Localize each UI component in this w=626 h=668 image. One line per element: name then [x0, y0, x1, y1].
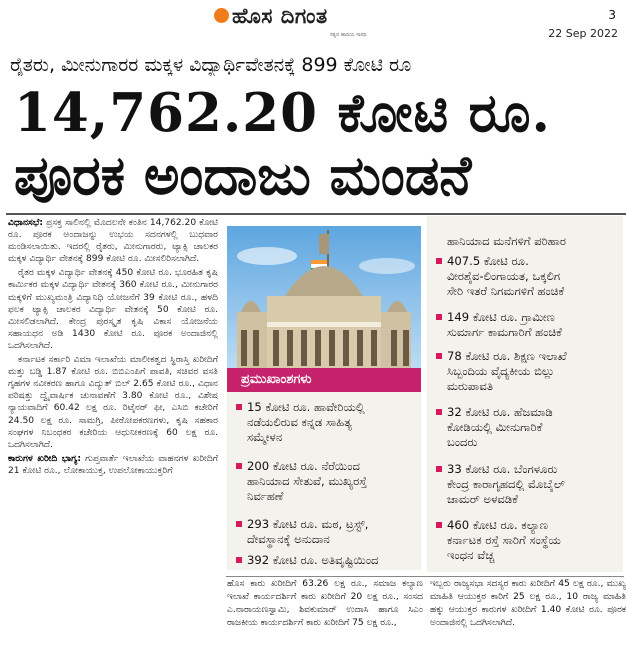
- highlight-item-1: 15 ಕೋಟಿ ರೂ. ಹಾವೇರಿಯಲ್ಲಿ ನಡೆಯಲಿರುವ ಕನ್ನಡ ಸಾಹಿತ್ಯ ಸಮ್ಮೇಳನ: [236, 400, 365, 445]
- bullet-icon: [436, 409, 442, 415]
- right-item-1: 407.5 ಕೋಟಿ ರೂ. ವೀರಶೈವ-ಲಿಂಗಾಯತ, ಒಕ್ಕಲಿಗ ಸೇರಿ ಇತರೆ ನಿಗಮಗಳಿಗೆ ಹಂಚಿಕೆ: [436, 254, 564, 299]
- bullet-icon: [436, 314, 442, 320]
- article-column-3-bottom: ಇಬ್ಬರು ರಾಜ್ಯಸಭಾ ಸದಸ್ಯರ ಕಾರು ಖರೀದಿಗೆ 45 ಲಕ್ಷ ರೂ., ಮುಖ್ಯ ಮಾಹಿತಿ ಆಯುಕ್ತರ ಕಾರಿಗೆ 25 ಲಕ್ಷ ರೂ., 10 ರಾಜ್ಯ ಮಾಹಿತಿ ಹಕ್ಕು ಆಯುಕ್ತರ ಕಾರುಗಳ ಖರೀದಿಗೆ 1.40 ಕೋಟಿ ರೂ. ಪೂರಕ ಅಂದಾಜಿನಲ್ಲಿ ಒದಗಿಸಲಾಗಿದೆ.: [430, 579, 626, 628]
- highlight-item-2: 200 ಕೋಟಿ ರೂ. ನೆರೆಯಿಂದ ಹಾನಿಯಾದ ಸೇತುವೆ, ಮುಖ್ಯರಸ್ತೆ ನಿರ್ವಹಣೆ: [236, 459, 367, 504]
- bullet-icon: [436, 258, 442, 264]
- right-item-3: 78 ಕೋಟಿ ರೂ. ಶಿಕ್ಷಣ ಇಲಾಖೆ ಸಿಬ್ಬಂದಿಯ ವೈದ್ಯಕೀಯ ಬಿಲ್ಲು ಮರುಪಾವತಿ: [436, 349, 567, 394]
- bottom-divider: [226, 576, 624, 577]
- headline-line-1: 14,762.20 ಕೋಟಿ ರೂ.: [14, 82, 551, 144]
- paragraph-3: ಕರ್ನಾಟಕ ಸರ್ಕಾರಿ ವಿಮಾ ಇಲಾಖೆಯ ಮಾಲೀಕತ್ವದ ಸ್ಥಿರಾಸ್ತಿ ಖರೀದಿಗೆ ಮತ್ತು ಬಡ್ಡಿ 1.87 ಕೋಟಿ ರೂ. ಬಿಬಿಎಂಪಿಗೆ ಪಾವತಿ, ಸಚಿವರ ವಸತಿ ಗೃಹಗಳ ನವೀಕರಣ ಹಾಗೂ ವಿದ್ಯುತ್ ಬಿಲ್ 2.65 ಕೋಟಿ ರೂ., ವಿಧಾನ ಪರಿಷತ್ತು ದ್ವೈವಾರ್ಷಿಕ ಚುನಾವಣೆಗೆ 3.80 ಕೋಟಿ ರೂ., ವಿಶೇಷ ನ್ಯಾಯವಾದಿಗೆ 60.42 ಲಕ್ಷ ರೂ. ರಿಟೈನರ್ ಫೀ, ಎಸಿಬಿ ಕಚೇರಿಗೆ 24.50 ಲಕ್ಷ ರೂ. ಸಾಮಗ್ರಿ, ಪೀಠೋಪಕರಣಗಳು, ಕೃಷಿ ಸಹಕಾರ ಸಂಘಗಳ ನಿಬಂಧಕರ ಕಚೇರಿಯ ಆಧುನೀಕರಣಕ್ಕೆ 60 ಲಕ್ಷ ರೂ. ಒದಗಿಸಲಾಗಿದೆ.: [8, 355, 218, 450]
- bullet-icon: [236, 521, 242, 527]
- bullet-icon: [436, 353, 442, 359]
- paragraph-4: ಕಾರುಗಳ ಖರೀದಿ ಭಾಗ್ಯ: ಗುಪ್ತವಾರ್ತೆ ಇಲಾಖೆಯ ವಾಹನಗಳ ಖರೀದಿಗೆ 21 ಕೋಟಿ ರೂ., ಲೋಕಾಯುಕ್ತ, ಉಪಲೋಕಾಯುಕ್ತರಿಗೆ: [8, 453, 218, 476]
- bullet-icon: [236, 557, 242, 563]
- publication-date: 22 Sep 2022: [548, 27, 618, 40]
- right-item-continued: ಹಾನಿಯಾದ ಮನೆಗಳಿಗೆ ಪರಿಹಾರ: [447, 234, 567, 248]
- headline-line-2: ಪೂರಕ ಅಂದಾಜು ಮಂಡನೆ: [14, 144, 472, 207]
- bullet-icon: [436, 522, 442, 528]
- bullet-icon: [436, 466, 442, 472]
- subheadline: ರೈತರು, ಮೀನುಗಾರರ ಮಕ್ಕಳ ವಿದ್ಯಾರ್ಥಿವೇತನಕ್ಕೆ 899 ಕೋಟಿ ರೂ: [10, 54, 412, 76]
- bullet-icon: [236, 463, 242, 469]
- section-lead: ಕಾರುಗಳ ಖರೀದಿ ಭಾಗ್ಯ:: [8, 453, 81, 464]
- paragraph-1: ವಿಧಾನಸಭೆ: ಪ್ರಸಕ್ತ ಸಾಲಿನಲ್ಲಿ ಮೊದಲನೇ ಕಂತಿನ 14,762.20 ಕೋಟಿ ರೂ. ಪೂರಕ ಅಂದಾಜನ್ನು ಉಭಯ ಸದನಗಳಲ್ಲಿ ಬುಧವಾರ ಮಂಡಿಸಲಾಯಿತು. ಇದರಲ್ಲಿ ರೈತರು, ಮೀನುಗಾರರು, ಟ್ಯಾಕ್ಸಿ ಚಾಲಕರ ಮಕ್ಕಳ ವಿದ್ಯಾರ್ಥಿ ವೇತನಕ್ಕೆ 899 ಕೋಟಿ ರೂ. ಮೀಸಲಿರಿಸಲಾಗಿದೆ.: [8, 218, 218, 265]
- right-item-2: 149 ಕೋಟಿ ರೂ. ಗ್ರಾಮೀಣ ಸುಮಾರ್ಗ ಕಾಮಗಾರಿಗೆ ಹಂಚಿಕೆ: [436, 310, 562, 340]
- right-item-5: 33 ಕೋಟಿ ರೂ. ಬೆಂಗಳೂರು ಕೇಂದ್ರ ಕಾರಾಗೃಹದಲ್ಲಿ ಮೊಬೈಲ್ ಜಾಮರ್ ಅಳವಡಿಕೆ: [436, 462, 565, 507]
- highlight-item-3: 293 ಕೋಟಿ ರೂ. ಮಠ, ಟ್ರಸ್ಟ್, ದೇವಸ್ಥಾನಕ್ಕೆ ಅನುದಾನ: [236, 517, 368, 547]
- highlights-banner: ಪ್ರಮುಖಾಂಶಗಳು: [227, 368, 421, 392]
- highlight-item-4: 392 ಕೋಟಿ ರೂ. ಅತಿವೃಷ್ಟಿಯಿಂದ: [236, 553, 379, 568]
- right-item-4: 32 ಕೋಟಿ ರೂ. ಹೆಜಮಾಡಿ ಕೋಡಿಯಲ್ಲಿ ಮೀನುಗಾರಿಕೆ ಬಂದರು: [436, 405, 553, 450]
- newspaper-logo: ಹೊಸ ದಿಗಂತ: [214, 4, 328, 29]
- vidhana-soudha-photo: [227, 226, 421, 368]
- right-item-6: 460 ಕೋಟಿ ರೂ. ಕಲ್ಯಾಣ ಕರ್ನಾಟಕ ರಸ್ತೆ ಸಾರಿಗೆ ಸಂಸ್ಥೆಯ ಇಂಧನ ವೆಚ್ಚ: [436, 518, 561, 563]
- paragraph-2: ರೈತರ ಮಕ್ಕಳ ವಿದ್ಯಾರ್ಥಿ ವೇತನಕ್ಕೆ 450 ಕೋಟಿ ರೂ. ಭೂರಹಿತ ಕೃಷಿ ಕಾರ್ಮಿಕರ ಮಕ್ಕಳ ವಿದ್ಯಾರ್ಥಿ ವೇತನಕ್ಕೆ 360 ಕೋಟಿ ರೂ., ಮೀನುಗಾರರ ಮಕ್ಕಳಿಗೆ ಮುಖ್ಯಮಂತ್ರಿ ವಿದ್ಯಾನಿಧಿ ಯೋಜನೆಗೆ 39 ಕೋಟಿ ರೂ., ಹಳದಿ ಫಲಕ ಟ್ಯಾಕ್ಸಿ ಚಾಲಕರ ವಿದ್ಯಾರ್ಥಿ ವೇತನಕ್ಕೆ 50 ಕೋಟಿ ರೂ. ಮೀಸಲಿಡಲಾಗಿದೆ. ಕೇಂದ್ರ ಪುರಸ್ಕೃತ ಕೃಷಿ ವಿಕಾಸ ಯೋಜನೆಯ ಸಹಾಯಧನ ಅಡಿ 1430 ಕೋಟಿ ರೂ. ಪೂರಕ ಅಂದಾಜಿನಲ್ಲಿ ಒದಗಿಸಲಾಗಿದೆ.: [8, 268, 218, 351]
- article-column-2-bottom: ಹೊಸ ಕಾರು ಖರೀದಿಗೆ 63.26 ಲಕ್ಷ ರೂ., ಸಮಾಜ ಕಲ್ಯಾಣ ಇಲಾಖೆ ಕಾರ್ಯದರ್ಶಿಗೆ ಕಾರು ಖರೀದಿಗೆ 20 ಲಕ್ಷ ರೂ., ಸಂಸದ ಎ.ನಾರಾಯಣಸ್ವಾಮಿ, ಶಿವಕುಮಾರ್ ಉದಾಸಿ ಹಾಗೂ ಸಿಎಂ ರಾಜಕೀಯ ಕಾರ್ಯದರ್ಶಿಗೆ ಕಾರು ಖರೀದಿಗೆ 75 ಲಕ್ಷ ರೂ.,: [227, 579, 423, 628]
- logo-tagline: ಸತ್ಯದ ಹಾದಿಯ ಸಾರಥಿ: [330, 32, 367, 38]
- sun-logo-icon: [214, 8, 229, 23]
- headline-divider: [6, 213, 626, 215]
- bullet-icon: [236, 404, 242, 410]
- article-column-1: [8, 217, 218, 479]
- dateline: ವಿಧಾನಸಭೆ:: [8, 218, 44, 228]
- page-number: 3: [608, 8, 616, 22]
- masthead: [0, 0, 626, 44]
